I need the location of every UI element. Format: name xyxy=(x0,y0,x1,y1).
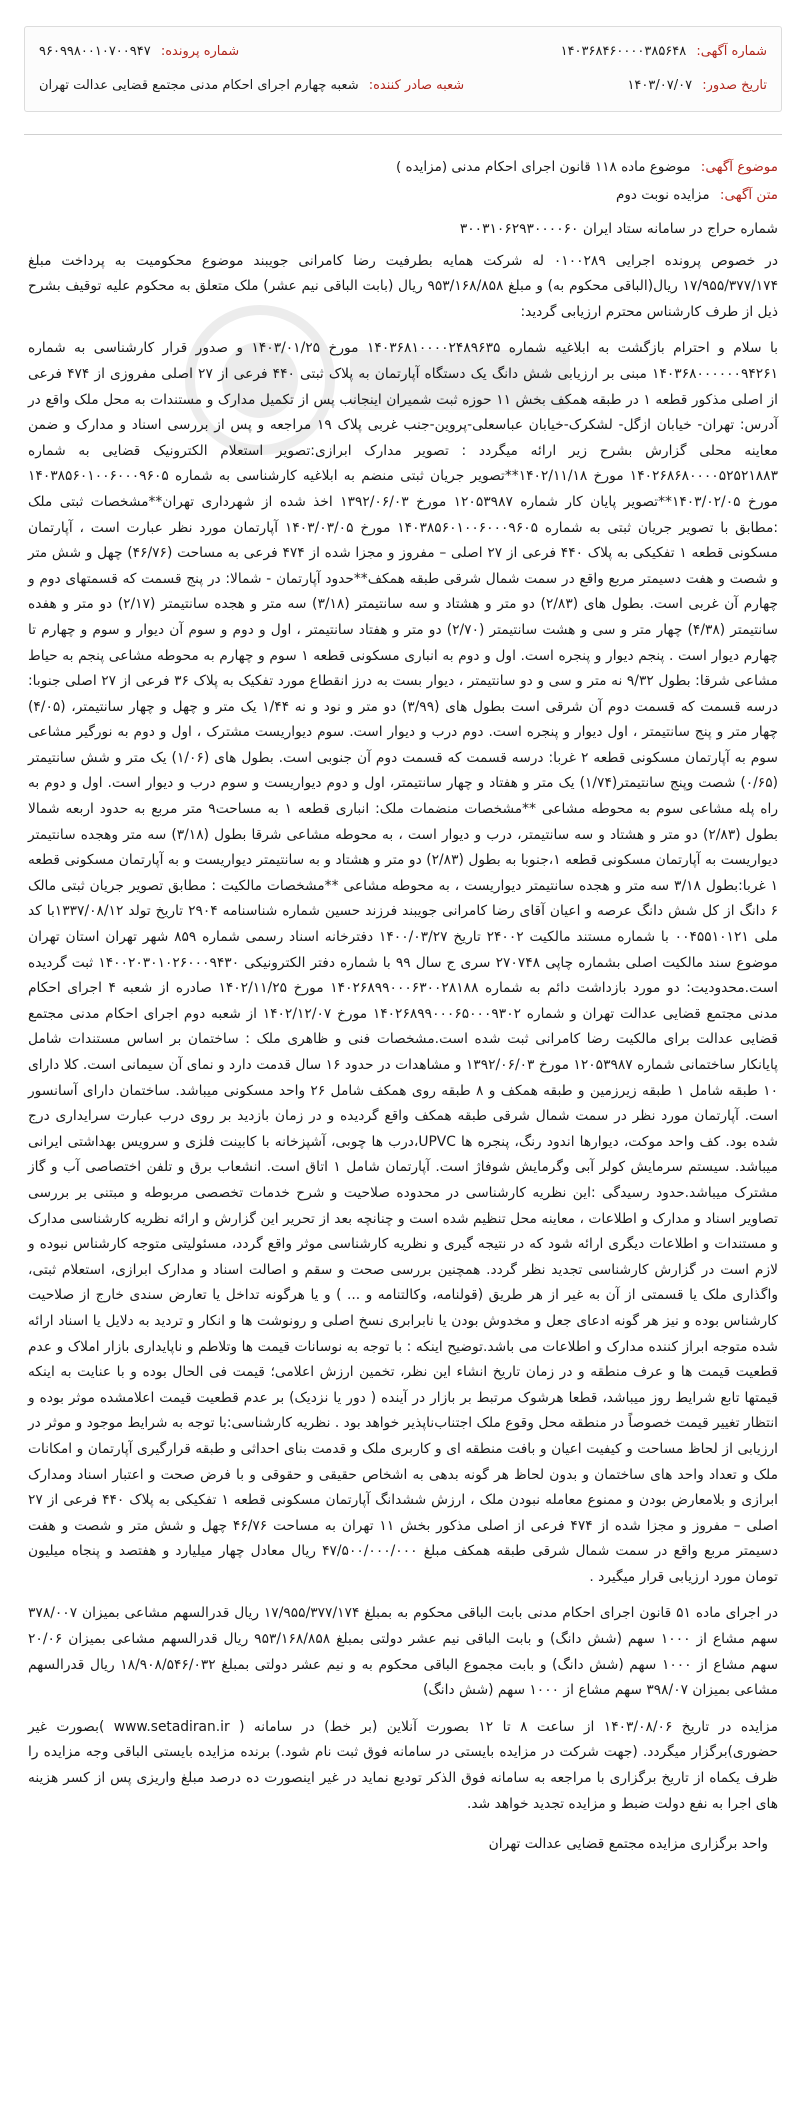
notice-metadata-box xyxy=(24,26,782,112)
issuing-branch-value: شعبه چهارم اجرای احکام مدنی مجتمع قضایی عدالت تهران xyxy=(39,78,359,93)
auction-terms-paragraph: مزایده در تاریخ ۱۴۰۳/۰۸/۰۶ از ساعت ۸ تا ۱۲ بصورت آنلاین (بر خط) در سامانه ( www.setadiran.ir )بصورت غیر حضوری)برگزار میگردد. (جهت شرکت در مزایده بایستی در سامانه فوق ثبت نام شود.) برنده مزایده بایستی الباقی وجه مزایده را ظرف یکماه از تاریخ برگزاری با مراجعه به سامانه فوق الذکر تودیع نماید در غیر اینصورت ده درصد مبلغ واریزی پس از کسر هزینه های اجرا به نفع دولت ضبط و مزایده تجدید خواهد شد. xyxy=(28,1718,779,1812)
expert-report-paragraph: با سلام و احترام بازگشت به ابلاغیه شماره ۱۴۰۳۶۸۱۰۰۰۰۲۴۸۹۶۳۵ مورخ ۱۴۰۳/۰۱/۲۵ و صدور قرار کارشناسی به شماره ۱۴۰۳۶۸۰۰۰۰۰۰۹۴۲۶۱ مبنی بر ارزیابی شش دانگ یک دستگاه آپارتمان به پلاک ثبتی ۴۴۰ فرعی از ۲۷ اصلی مفروزی از ۴۷۴ فرعی از اصلی مذکور قطعه ۱ در طبقه همکف بخش ۱۱ حوزه ثبت شمیران اینجانب پس از تکمیل مدارک و مستندات به محل ملک واقع در آدرس: تهران- خیابان ازگل- لشکرک-خیابان عباسعلی-پروین-جنب غربی پلاک ۱۹ مراجعه و پس از بررسی اسناد و مدارک و ضمن معاینه محلی گزارش بشرح زیر ارائه میگردد : تصویر مدارک ابرازی:تصویر استعلام الکترونیک قضایی به شماره ۱۴۰۲۶۸۶۸۰۰۰۰۵۲۵۲۱۸۸۳ مورخ ۱۴۰۲/۱۱/۱۸**تصویر جریان ثبتی منضم به ابلاغیه کارشناسی به شماره ۱۴۰۳۸۵۶۰۱۰۰۶۰۰۰۹۶۰۵ مورخ ۱۴۰۳/۰۲/۰۵**تصویر پایان کار شماره ۱۲۰۵۳۹۸۷ مورخ ۱۳۹۲/۰۶/۰۳ اخذ شده از شهرداری تهران**مشخصات ثبتی ملک :مطابق با تصویر جریان ثبتی به شماره ۱۴۰۳۸۵۶۰۱۰۰۶۰۰۰۹۶۰۵ مورخ ۱۴۰۳/۰۳/۰۵ آپارتمان مورد نظر عبارت است ، آپارتمان مسکونی قطعه ۱ تفکیکی به پلاک ۴۴۰ فرعی از ۲۷ اصلی – مفروز و مجزا شده از ۴۷۴ فرعی به مساحت (۴۶/۷۶) چهل و شش متر و شصت و هفت دسیمتر مربع واقع در سمت شمال شرقی طبقه همکف**حدود آپارتمان - شمالا: در پنج قسمت که قسمتهای دوم و چهارم آن غربی است. بطول های (۲/۸۳) دو متر و هشتاد و سه سانتیمتر (۳/۱۸) سه متر و هجده سانتیمتر (۲/۱۷) دو متر و هفده سانتیمتر (۴/۳۸) چهار متر و سی و هشت سانتیمتر (۲/۷۰) دو متر و هفتاد سانتیمتر ، اول و دوم و سوم آن دیوار و سوم و چهارم تا چهارم دیوار است . پنجم دیوار و پنجره است. اول و دوم به انباری مسکونی قطعه ۱ سوم و چهارم به محوطه مشاعی پنجم به حیاط مشاعی شرقا: بطول ۹/۳۲ نه متر و سی و دو سانتیمتر ، دیوار بست به درز انقطاع مورد تفکیک به پلاک ۳۶ فرعی از ۲۷ اصلی جنوبا: درسه قسمت که قسمت دوم آن شرقی است بطول های (۳/۹۹) دو متر و نود و نه ۱/۴۴ یک متر و چهل و چهار سانتیمتر، (۴/۰۵) چهار متر و پنج سانتیمتر ، اول دیوار و پنجره است. دوم درب و دیوار است. سوم دیواریست مشترک ، اول و دوم به نورگیر مشاعی سوم به آپارتمان مسکونی قطعه ۲ غربا: درسه قسمت که قسمت دوم آن جنوبی است. بطول های (۱/۰۶) یک متر و شش سانتیمتر (۰/۶۵) شصت وپنج سانتیمتر(۱/۷۴) یک متر و هفتاد و چهار سانتیمتر، اول و دوم دیواریست و سوم درب و دیوار است. اول و دوم به راه پله مشاعی سوم به محوطه مشاعی **مشخصات منضمات ملک: انباری قطعه ۱ به مساحت۹ متر مربع به حدود اربعه شمالا بطول (۲/۸۳) دو متر و هشتاد و سه سانتیمتر، درب و دیوار است ، به محوطه مشاعی شرقا بطول (۳/۱۸) سه متر وهجده سانتیمتر دیواریست به آپارتمان مسکونی قطعه ۱،جنوبا به بطول (۲/۸۳) دو متر و هشتاد و به سانتیمتر دیواریست و به آپارتمان مسکونی قطعه ۱ غربا:بطول ۳/۱۸ سه متر و هجده سانتیمتر دیواریست ، به محوطه مشاعی **مشخصات مالکیت : مطابق تصویر جریان ثبتی مالک ۶ دانگ از کل شش دانگ عرصه و اعیان آقای رضا کامرانی جویبند فرزند حسین شماره شناسنامه ۲۹۰۴ تاریخ تولد ۱۳۳۷/۰۸/۱۲با کد ملی ۰۰۴۵۵۱۰۱۲۱ با شماره مستند مالکیت ۲۴۰۰۲ تاریخ ۱۴۰۰/۰۳/۲۷ دفترخانه اسناد رسمی شماره ۸۵۹ شهر تهران استان تهران موضوع سند مالکیت اصلی بشماره چاپی ۲۷۰۷۴۸ سری ج سال ۹۹ با شماره دفتر الکترونیکی ۱۴۰۰۲۰۳۰۱۰۲۶۰۰۰۹۴۳۰ ثبت گردیده است.محدودیت: دو مورد بازداشت دائم به شماره ۱۴۰۲۶۸۹۹۰۰۰۶۳۰۰۲۸۱۸۸ مورخ ۱۴۰۲/۱۱/۲۵ صادره از شعبه ۴ اجرای احکام مدنی مجتمع قضایی عدالت تهران و شماره ۱۴۰۲۶۸۹۹۰۰۰۶۵۰۰۰۹۳۰۲ مورخ ۱۴۰۲/۱۲/۰۷ از شعبه دوم اجرای احکام مدنی مجتمع قضایی عدالت برای مالکیت رضا کامرانی ثبت شده است.مشخصات فنی و ظاهری ملک : ساختمان بر اساس مستندات شامل پایانکار ساختمانی شماره ۱۲۰۵۳۹۸۷ مورخ ۱۳۹۲/۰۶/۰۳ و مشاهدات در حدود ۱۶ سال قدمت دارد و نمای آن سیمانی است. کلا دارای ۱۰ طبقه شامل ۱ طبقه زیرزمین و طبقه همکف و ۸ طبقه روی همکف شامل ۲۶ واحد مسکونی میباشد. ساختمان دارای آسانسور است. آپارتمان مورد نظر در سمت شمال شرقی طبقه همکف واقع گردیده و در زمان بازدید بر روی درب عبارت سرایداری درج شده بود. کف واحد موکت، دیوارها اندود رنگ، پنجره ها UPVC،درب ها چوبی، آشپزخانه با کابینت فلزی و سرویس بهداشتی ایرانی میباشد. سیستم سرمایش کولر آبی وگرمایش شوفاژ است. آپارتمان شامل ۱ اتاق است. انشعاب برق و تلفن اختصاصی آب و گاز مشترک میباشد.حدود رسیدگی :این نظریه کارشناسی در محدوده صلاحیت و شرح خدمات تخصصی مربوطه و مبتنی بر بررسی تصاویر اسناد و مدارک و اطلاعات ، معاینه محل تنظیم شده است و چنانچه بعد از تحریر این گزارش و ارائه نظریه کارشناسی مدارک و مستندات و اطلاعات دیگری ارائه شود که در نتیجه گیری و نظریه کارشناسی موثر واقع گردد، مسئولیتی متوجه کارشناس نبوده و لازم است در گزارش کارشناسی تجدید نظر گردد. همچنین بررسی صحت و سقم و اصالت اسناد و مدارک ابرازی، استعلام ثبتی، واگذاری ملک یا قسمتی از آن به غیر از هر طریق (قولنامه، وکالتنامه و ... ) و یا هرگونه تداخل یا تعارض سندی خارج از صلاحیت کارشناس بوده و نیز هر گونه ادعای جعل و مخدوش بودن یا نابرابری نسخ اصلی و رونوشت ها و انکار و تردید به دلایل یا اسناد ارائه شده متوجه ابراز کننده مدارک و اطلاعات می باشد.توضیح اینکه : با توجه به نوسانات قیمت ها وتلاطم و ناپایداری بازار املاک و عدم قطعیت قیمت ها و عرف منطقه و در زمان تاریخ انشاء این نظر، تخمین ارزش اعلامی؛ قیمت فی الحال بوده و با عنایت به اینکه قیمتها تابع شرایط روز میباشد، قطعا هرشوک مرتبط بر بازار در آینده ( دور یا نزدیک) بر عدم قطعیت قیمت اعلامشده موثر بوده و انتظار تغییر قیمت خصوصاً در منطقه محل وقوع ملک اجتناب‌ناپذیر خواهد بود . نظریه کارشناسی:با توجه به شرایط موجود و موثر در ارزیابی از لحاظ مساحت و کیفیت اعیان و بافت منطقه ای و کاربری ملک و قدمت بنای احداثی و طبقه قرارگیری آپارتمان و امکانات ملک و تعداد واحد های ساختمان و بدون لحاظ هر گونه بدهی به اشخاص حقیقی و حقوقی و با فرض صحت و اعتبار اسناد ومدارک ابرازی و بلامعارض بودن و ممنوع معامله نبودن ملک ، ارزش ششدانگ آپارتمان مسکونی قطعه ۱ تفکیکی به پلاک ۴۴۰ فرعی از ۲۷ اصلی – مفروز و مجزا شده از ۴۷۴ فرعی از اصلی مذکور بخش ۱۱ تهران به مساحت ۴۶/۷۶ چهل و شش متر و شصت و هفت دسیمتر مربع واقع در سمت شمال شرقی طبقه همکف مبلغ ۴۷/۵۰۰/۰۰۰/۰۰۰ ریال معادل چهار میلیارد و هفتصد و پنجاه میلیون تومان مورد ارزیابی قرار میگیرد . xyxy=(28,340,779,1585)
metadata-row-1 xyxy=(39,35,767,69)
share-calculation-paragraph: در اجرای ماده ۵۱ قانون اجرای احکام مدنی بابت الباقی محکوم به بمبلغ ۱۷/۹۵۵/۳۷۷/۱۷۴ ریال قدرالسهم مشاعی بمیزان ۳۷۸/۰۰۷ سهم مشاع از ۱۰۰۰ سهم (شش دانگ) و بابت الباقی نیم عشر دولتی بمبلغ ۹۵۳/۱۶۸/۸۵۸ ریال قدرالسهم مشاعی بمیزان ۲۰/۰۶ سهم مشاع از ۱۰۰۰ سهم (شش دانگ) و بابت مجموع الباقی محکوم به و نیم عشر دولتی بمبلغ ۱۸/۹۰۸/۵۴۶/۰۳۲ ریال قدرالسهم مشاعی بمیزان ۳۹۸/۰۷ سهم مشاع از ۱۰۰۰ سهم (شش دانگ) xyxy=(28,1605,779,1699)
ad-subject-label: موضوع آگهی: xyxy=(700,159,778,175)
ad-text-value: مزایده نوبت دوم xyxy=(616,187,710,203)
case-number-value: ۹۶۰۹۹۸۰۰۱۰۷۰۰۹۴۷ xyxy=(39,44,151,59)
issue-date-label: تاریخ صدور: xyxy=(702,78,767,93)
ad-number-value: ۱۴۰۳۶۸۴۶۰۰۰۰۳۸۵۶۴۸ xyxy=(560,44,687,59)
issue-date-value: ۱۴۰۳/۰۷/۰۷ xyxy=(627,78,693,93)
section-divider xyxy=(24,134,782,135)
issue-date xyxy=(627,69,767,103)
ad-text-label: متن آگهی: xyxy=(719,187,778,203)
case-number-label: شماره پرونده: xyxy=(160,44,240,59)
ad-number-label: شماره آگهی: xyxy=(696,44,767,59)
ad-subject xyxy=(24,153,782,181)
case-summary-paragraph: در خصوص پرونده اجرایی ۰۱۰۰۲۸۹ له شرکت همایه بطرفیت رضا کامرانی جویبند موضوع محکومیت به پرداخت مبلغ ۱۷/۹۵۵/۳۷۷/۱۷۴ ریال(الباقی محکوم به) و مبلغ ۹۵۳/۱۶۸/۸۵۸ ریال (بابت الباقی نیم عشر) ملک متعلق به محکوم علیه توقیف بشرح ذیل از طرف کارشناس محترم ارزیابی گردید: xyxy=(28,252,778,320)
ad-subject-value: موضوع ماده ۱۱۸ قانون اجرای احکام مدنی (مزایده ) xyxy=(395,159,691,175)
case-number xyxy=(39,35,239,69)
ad-number xyxy=(561,35,767,69)
issuing-branch xyxy=(39,69,464,103)
metadata-row-2 xyxy=(39,69,767,103)
notice-body xyxy=(24,217,782,1817)
ad-text xyxy=(24,181,782,209)
issuing-unit-signature: واحد برگزاری مزایده مجتمع قضایی عدالت تهران xyxy=(488,1836,768,1853)
issuing-branch-label: شعبه صادر کننده: xyxy=(368,78,465,93)
auction-number-line: شماره حراج در سامانه ستاد ایران ۳۰۰۳۱۰۶۲۹۳۰۰۰۰۶۰ xyxy=(459,221,778,237)
